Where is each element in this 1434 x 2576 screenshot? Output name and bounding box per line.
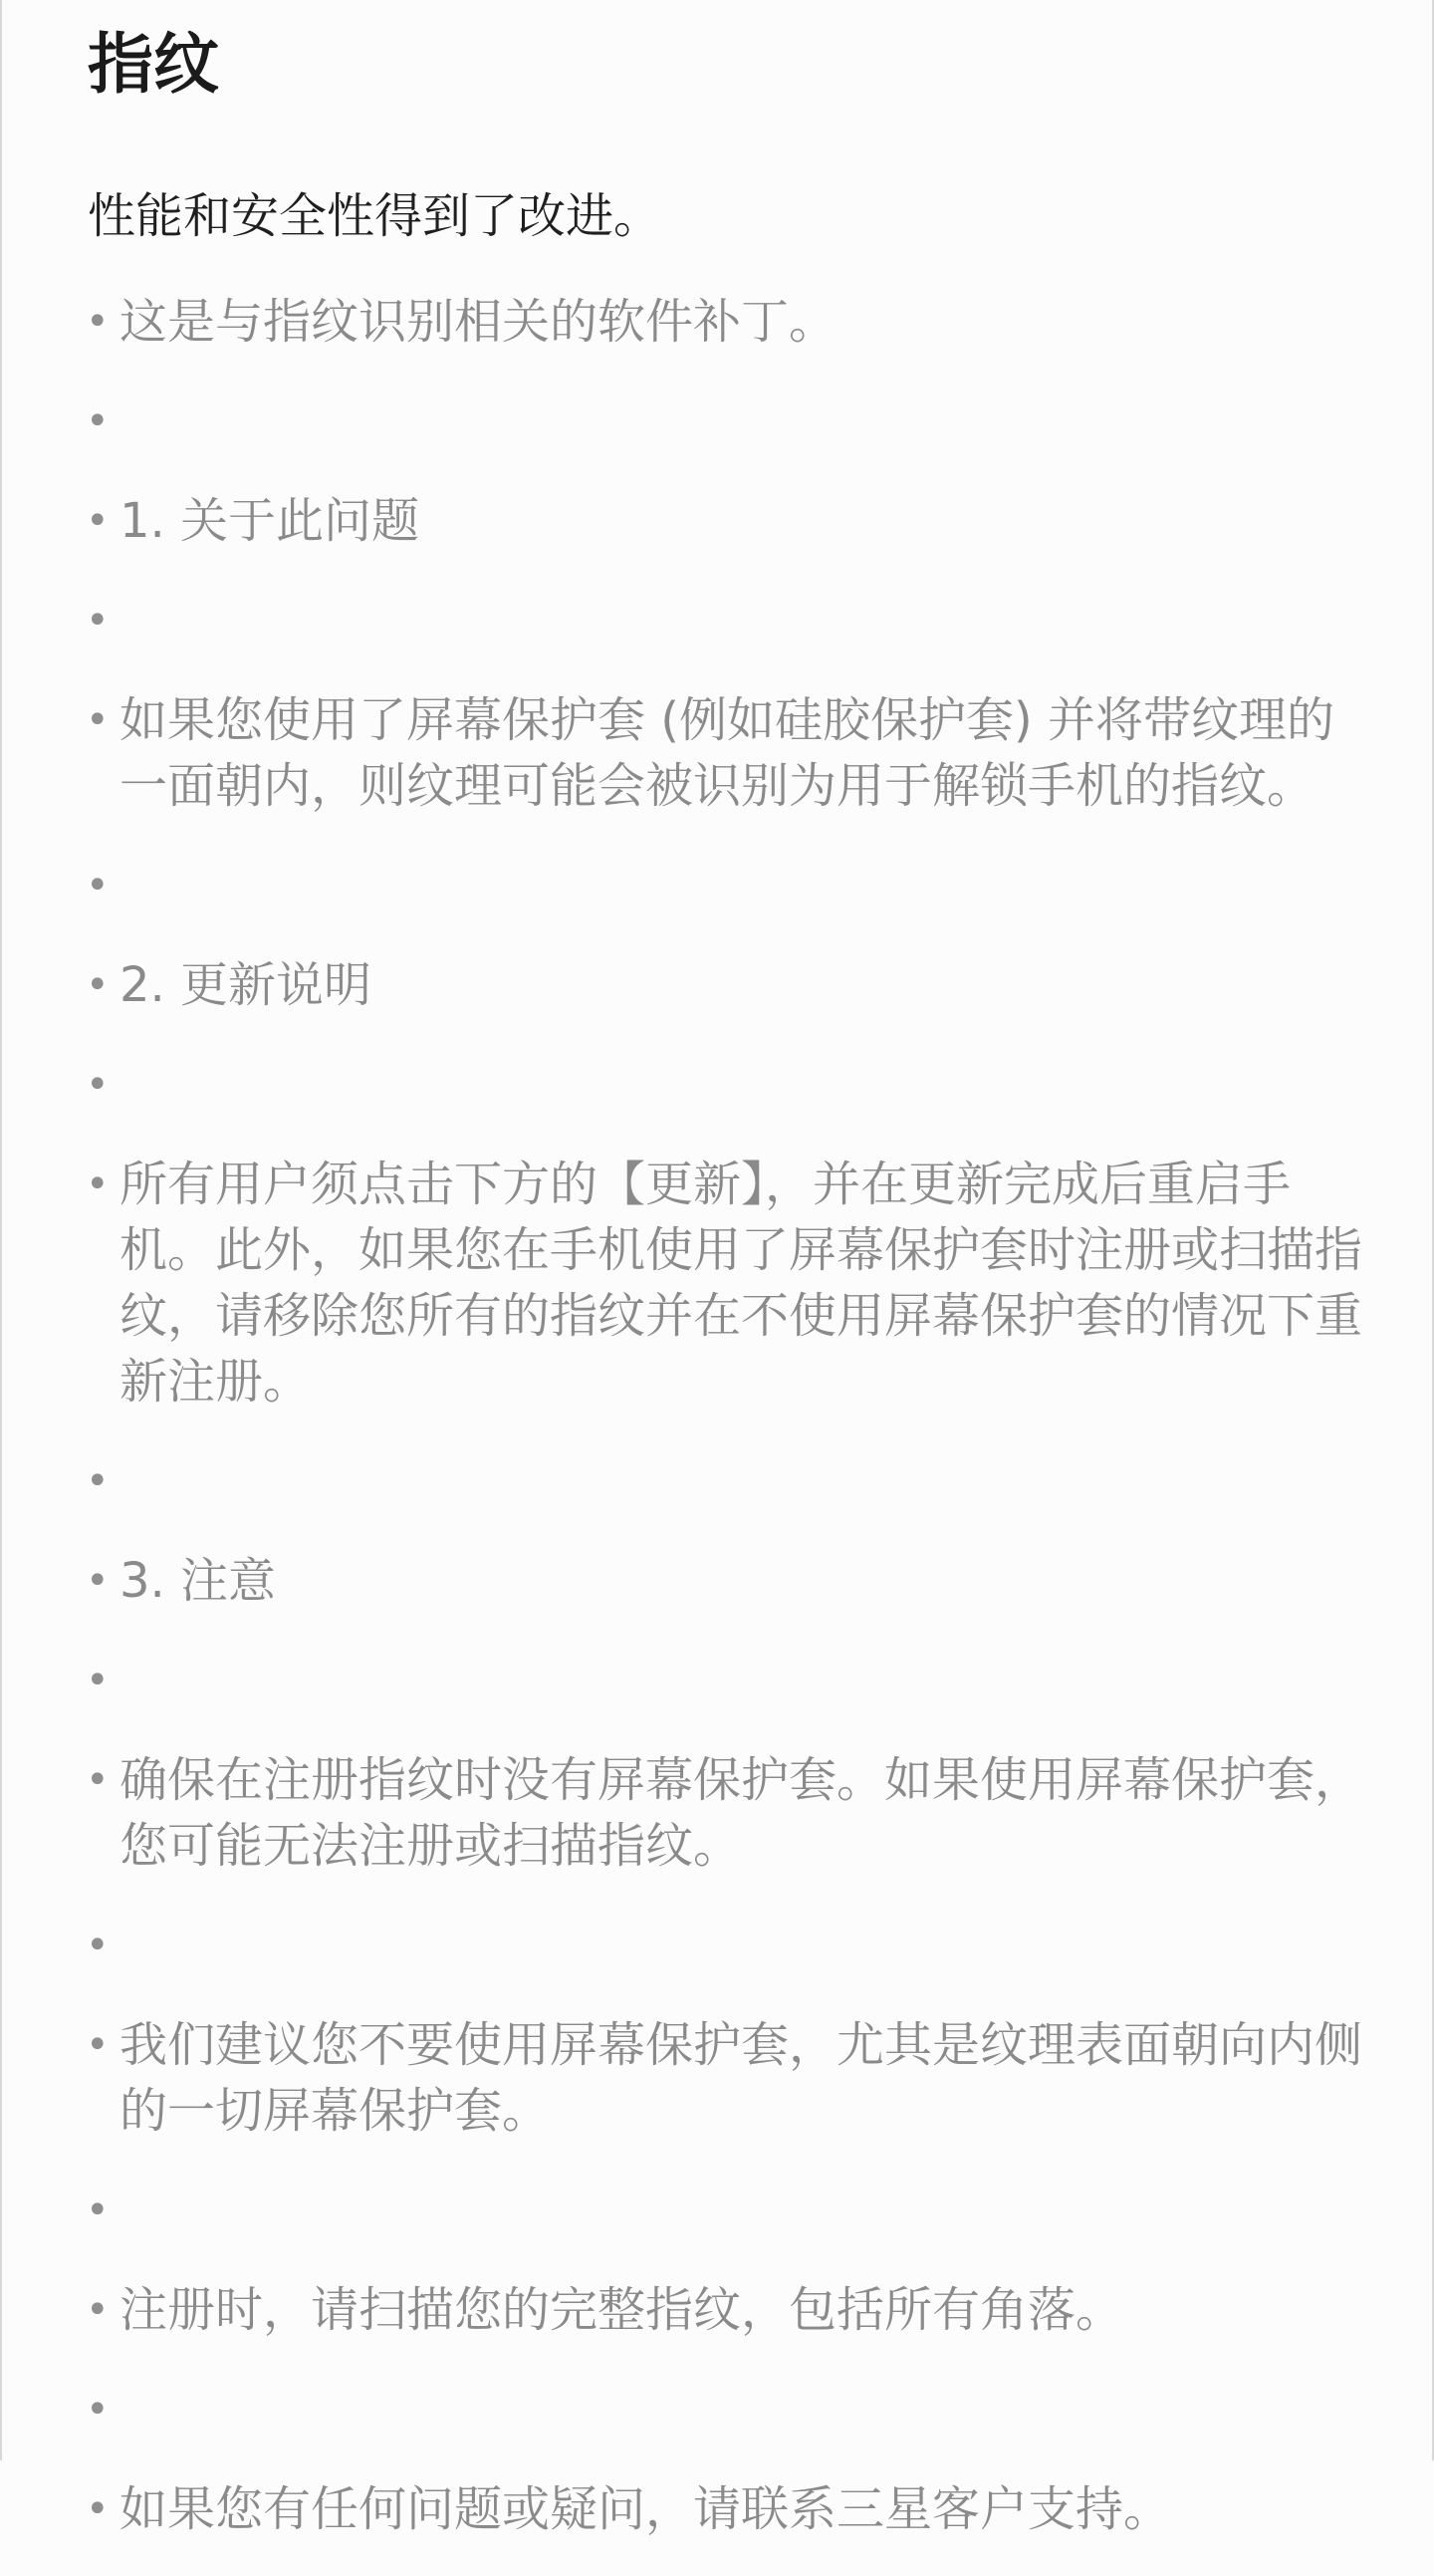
page <box>2 0 1432 2537</box>
list-item-text: 注册时，请扫描您的完整指纹，包括所有角落。 <box>120 2282 1124 2338</box>
list-item <box>86 1152 1370 1415</box>
list-item <box>86 2277 1370 2343</box>
bullet-icon: • <box>86 1923 110 1968</box>
bullet-icon: • <box>86 1757 110 1803</box>
list-item <box>86 1648 1370 1713</box>
list-item <box>86 1747 1370 1879</box>
page-title: 指纹 <box>88 26 219 103</box>
list-item <box>86 1448 1370 1514</box>
list-item-text: 3. 注意 <box>120 1553 277 1609</box>
bullet-icon: • <box>86 2188 110 2233</box>
list-item <box>86 2476 1370 2542</box>
list-item <box>86 588 1370 653</box>
list-item-text: 所有用户须点击下方的【更新】，并在更新完成后重启手机。此外，如果您在手机使用了屏幕保护套时注册或扫描指纹，请移除您所有的指纹并在不使用屏幕保护套的情况下重新注册。 <box>120 1157 1363 1410</box>
bullet-icon: • <box>86 863 110 908</box>
list-item <box>86 488 1370 554</box>
bullet-icon: • <box>86 2387 110 2433</box>
list-item <box>86 1913 1370 1978</box>
bullet-icon: • <box>86 2022 110 2068</box>
list-item <box>86 2377 1370 2443</box>
bullet-icon: • <box>86 398 110 444</box>
bullet-icon: • <box>86 697 110 743</box>
bullet-icon: • <box>86 1062 110 1108</box>
list-item <box>86 952 1370 1018</box>
intro-text: 性能和安全性得到了改进。 <box>88 188 662 244</box>
list-item-text: 这是与指纹识别相关的软件补丁。 <box>120 294 837 350</box>
bullet-icon: • <box>86 1658 110 1703</box>
list-item-text: 2. 更新说明 <box>120 957 372 1013</box>
list-item-text: 如果您使用了屏幕保护套 (例如硅胶保护套) 并将带纹理的一面朝内，则纹理可能会被识别为用于解锁手机的指纹。 <box>120 692 1334 814</box>
bullet-icon: • <box>86 1161 110 1207</box>
list-item-text: 我们建议您不要使用屏幕保护套，尤其是纹理表面朝向内侧的一切屏幕保护套。 <box>120 2017 1363 2139</box>
list-item-text: 如果您有任何问题或疑问，请联系三星客户支持。 <box>120 2481 1172 2537</box>
bullet-icon: • <box>86 498 110 544</box>
update-notes-list <box>86 289 1370 2576</box>
list-item <box>86 2178 1370 2243</box>
bullet-icon: • <box>86 1458 110 1504</box>
bullet-icon: • <box>86 299 110 345</box>
list-item <box>86 687 1370 819</box>
list-item <box>86 388 1370 454</box>
bullet-icon: • <box>86 598 110 644</box>
bullet-icon: • <box>86 2486 110 2532</box>
list-item-text: 1. 关于此问题 <box>120 493 420 549</box>
bullet-icon: • <box>86 1558 110 1604</box>
list-item <box>86 1052 1370 1118</box>
bullet-icon: • <box>86 962 110 1008</box>
list-item <box>86 2012 1370 2144</box>
list-item-text: 确保在注册指纹时没有屏幕保护套。如果使用屏幕保护套，您可能无法注册或扫描指纹。 <box>120 1752 1363 1874</box>
list-item <box>86 1548 1370 1614</box>
list-item <box>86 289 1370 355</box>
list-item <box>86 853 1370 918</box>
bullet-icon: • <box>86 2287 110 2333</box>
